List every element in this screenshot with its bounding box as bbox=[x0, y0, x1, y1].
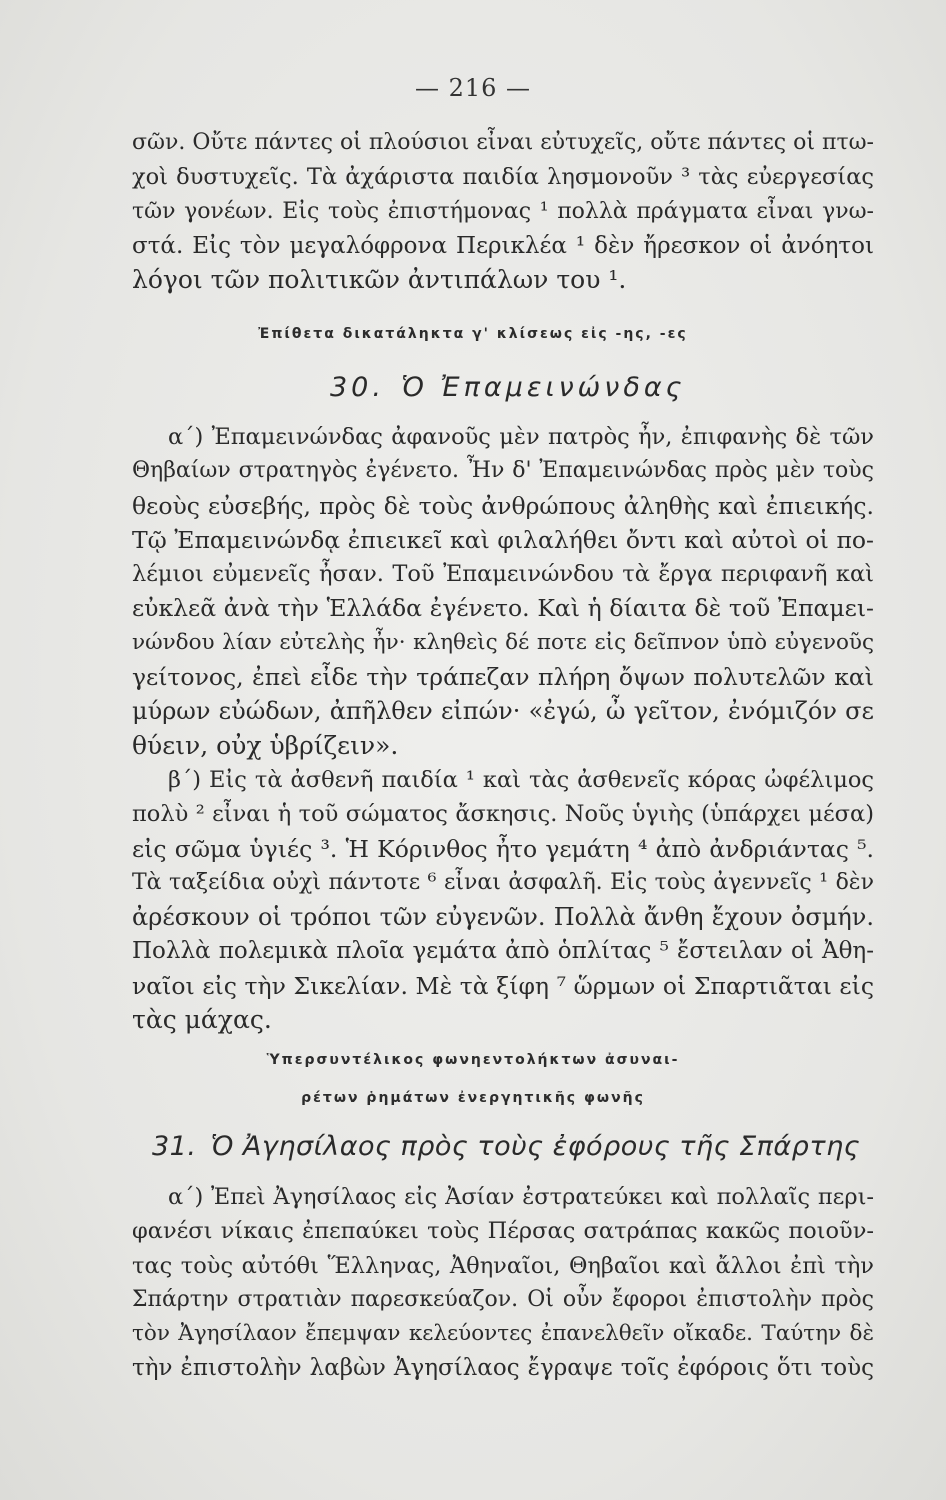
text-line: Θηβαίων στρατηγὸς ἐγένετο. Ἦν δ' Ἐπαμεινώνδας πρὸς μὲν τοὺς bbox=[132, 458, 874, 484]
text-line: εὐκλεᾶ ἀνὰ τὴν Ἑλλάδα ἐγένετο. Καὶ ἡ δίαιτα δὲ τοῦ Ἐπαμει- bbox=[132, 594, 874, 623]
text-line: τὰς μάχας. bbox=[132, 1005, 272, 1035]
text-line: σῶν. Οὔτε πάντες οἱ πλούσιοι εἶναι εὐτυχεῖς, οὔτε πάντες οἱ πτω- bbox=[132, 130, 874, 155]
text-line: Τὰ ταξείδια οὐχὶ πάντοτε ⁶ εἶναι ἀσφαλῆ. Εἰς τοὺς ἀγεννεῖς ¹ δὲν bbox=[132, 869, 874, 895]
section-title-31 bbox=[152, 1131, 860, 1162]
text-line: Τῷ Ἐπαμεινώνδᾳ ἐπιεικεῖ καὶ φιλαλήθει ὄντι καὶ αὐτοὶ οἱ πο- bbox=[132, 525, 874, 554]
page-number: — 216 — bbox=[414, 74, 532, 102]
section-number: 31. bbox=[152, 1131, 197, 1162]
text-line: α΄) Ἐπαμεινώνδας ἀφανοῦς μὲν πατρὸς ἦν, ἐπιφανὴς δὲ τῶν bbox=[168, 424, 874, 450]
text-line: θύειν, οὐχ ὑβρίζειν». bbox=[132, 730, 399, 760]
text-line: ἀρέσκουν οἱ τρόποι τῶν εὐγενῶν. Πολλὰ ἄνθη ἔχουν ὀσμήν. bbox=[132, 903, 874, 932]
section-number: 30. bbox=[330, 372, 385, 403]
text-line: γείτονος, ἐπεὶ εἶδε τὴν τράπεζαν πλήρη ὄψων πολυτελῶν καὶ bbox=[132, 663, 874, 692]
grammar-heading-31-line2: ρέτων ῥημάτων ἐνεργητικῆς φωνῆς bbox=[301, 1090, 645, 1106]
text-line: φανέσι νίκαις ἐπεπαύκει τοὺς Πέρσας σατράπας κακῶς ποιοῦν- bbox=[132, 1218, 874, 1245]
text-line: ναῖοι εἰς τὴν Σικελίαν. Μὲ τὰ ξίφη ⁷ ὥρμων οἱ Σπαρτιᾶται εἰς bbox=[132, 971, 874, 1000]
section-31-body bbox=[132, 1180, 874, 1386]
grammar-heading-30: Ἐπίθετα δικατάληκτα γ' κλίσεως εἰς -ης, -ες bbox=[258, 326, 688, 342]
text-line: εἰς σῶμα ὑγιές ³. Ἡ Κόρινθος ἦτο γεμάτη ⁴ ἀπὸ ἀνδριάντας ⁵. bbox=[132, 834, 874, 863]
grammar-heading-31-line1: Ὑπερσυντέλικος φωνηεντολήκτων ἀσυναι- bbox=[266, 1052, 680, 1068]
text-line: τὸν Ἀγησίλαον ἔπεμψαν κελεύοντες ἐπανελθεῖν οἴκαδε. Ταύτην δὲ bbox=[132, 1321, 874, 1347]
text-line: μύρων εὐώδων, ἀπῆλθεν εἰπών· «ἐγώ, ὦ γεῖτον, ἐνόμιζόν σε bbox=[132, 697, 874, 726]
text-line: Πολλὰ πολεμικὰ πλοῖα γεμάτα ἀπὸ ὁπλίτας ⁵ ἔστειλαν οἱ Ἀθη- bbox=[132, 938, 874, 965]
section-title-text: Ὁ Ἀγησίλαος πρὸς τοὺς ἐφόρους τῆς Σπάρτης bbox=[210, 1131, 861, 1162]
text-line: λέμιοι εὐμενεῖς ἦσαν. Τοῦ Ἐπαμεινώνδου τὰ ἔργα περιφανῆ καὶ bbox=[132, 561, 874, 588]
section-title-30 bbox=[330, 372, 686, 403]
text-line: χοὶ δυστυχεῖς. Τὰ ἀχάριστα παιδία λησμονοῦν ³ τὰς εὐεργεσίας bbox=[132, 164, 874, 191]
section-title-text: Ὁ Ἐπαμεινώνδας bbox=[400, 372, 686, 403]
text-line: α΄) Ἐπεὶ Ἀγησίλαος εἰς Ἀσίαν ἐστρατεύκει καὶ πολλαῖς περι- bbox=[168, 1184, 874, 1210]
text-line: τὴν ἐπιστολὴν λαβὼν Ἀγησίλαος ἔγραψε τοῖς ἐφόροις ὅτι τοὺς bbox=[132, 1355, 874, 1382]
text-line: νώνδου λίαν εὐτελὴς ἦν· κληθεὶς δέ ποτε εἰς δεῖπνον ὑπὸ εὐγενοῦς bbox=[132, 629, 874, 655]
section-30-body bbox=[132, 420, 874, 1037]
text-line: στά. Εἰς τὸν μεγαλόφρονα Περικλέα ¹ δὲν ἤρεσκον οἱ ἀνόητοι bbox=[132, 232, 874, 259]
text-line: τῶν γονέων. Εἰς τοὺς ἐπιστήμονας ¹ πολλὰ πράγματα εἶναι γνω- bbox=[132, 198, 874, 224]
text-line: πολὺ ² εἶναι ἡ τοῦ σώματος ἄσκησις. Νοῦς ὑγιὴς (ὑπάρχει μέσα) bbox=[132, 801, 874, 828]
text-line: θεοὺς εὐσεβής, πρὸς δὲ τοὺς ἀνθρώπους ἀληθὴς καὶ ἐπιεικής. bbox=[132, 491, 874, 520]
text-line: Σπάρτην στρατιὰν παρεσκεύαζον. Οἱ οὖν ἔφοροι ἐπιστολὴν πρὸς bbox=[132, 1286, 874, 1312]
text-line: τας τοὺς αὐτόθι Ἕλληνας, Ἀθηναῖοι, Θηβαῖοι καὶ ἄλλοι ἐπὶ τὴν bbox=[132, 1252, 874, 1279]
text-line: β΄) Εἰς τὰ ἀσθενῆ παιδία ¹ καὶ τὰς ἀσθενεῖς κόρας ὠφέλιμος bbox=[168, 766, 874, 793]
intro-paragraph bbox=[132, 126, 874, 297]
text-line: λόγοι τῶν πολιτικῶν ἀντιπάλων του ¹. bbox=[132, 265, 627, 295]
